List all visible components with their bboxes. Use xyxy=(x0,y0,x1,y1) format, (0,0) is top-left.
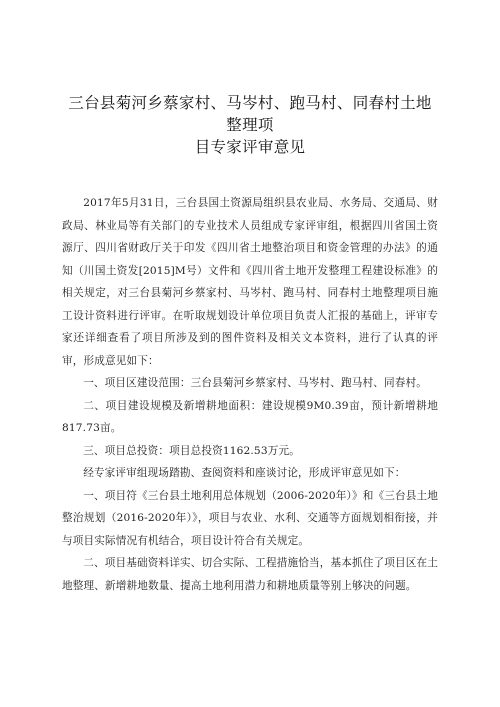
title-line-2: 目专家评审意见 xyxy=(194,138,306,156)
paragraph-review-intro: 经专家评审组现场踏勘、查阅资料和座谈讨论，形成评审意见如下： xyxy=(83,467,406,479)
paragraph-opinion-1: 一、项目符《三台县土地利用总体规划（2006-2020年）》和《三台县土地整治规划（2016-2020年）》，项目与农业、水利、交通等方面规划相衔接，并与项目实际情况有机结合，项目设计符合有关规定。 xyxy=(62,489,438,547)
paragraph-investment: 三、项目总投资：项目总投资1162.53万元。 xyxy=(83,444,300,457)
paragraph-intro: 2017年5月31日，三台县国土资源局组织县农业局、水务局、交通局、财政局、林业局等有关部门的专业技术人员组成专家评审组，根据四川省国土资源厅、四川省财政厅关于印发《四川省土地整治项目和资金管理的办法》的通知（川国土资发[2015]M号）文件和《四川省土地开发整理工程建设标准》的相关规定，对三台县菊河乡蔡家村、马岑村、跑马村、同春村土地整理项目施工设计资料进行评审。在听取规划设计单位项目负责人汇报的基础上，评审专家还详细查看了项目所涉及到的图件资料及相关文本资料，进行了认真的评审，形成意见如下： xyxy=(62,197,438,367)
title-line-1: 三台县菊河乡蔡家村、马岑村、跑马村、同春村土地整理项 xyxy=(68,94,432,134)
paragraph-opinion-2: 二、项目基础资料详实、切合实际、工程措施恰当，基本抓住了项目区在土地整理、新增耕地数量、提高土地利用潜力和耕地质量等别上够决的问题。 xyxy=(62,557,438,592)
document-body xyxy=(62,192,438,597)
paragraph-scale: 二、项目建设规模及新增耕地面积：建设规模9M0.39亩，预计新增耕地817.73亩。 xyxy=(62,399,438,434)
paragraph-scope: 一、项目区建设范围：三台县菊河乡蔡家村、马岑村、跑马村、同春村。 xyxy=(83,377,427,389)
document-title xyxy=(62,0,438,158)
